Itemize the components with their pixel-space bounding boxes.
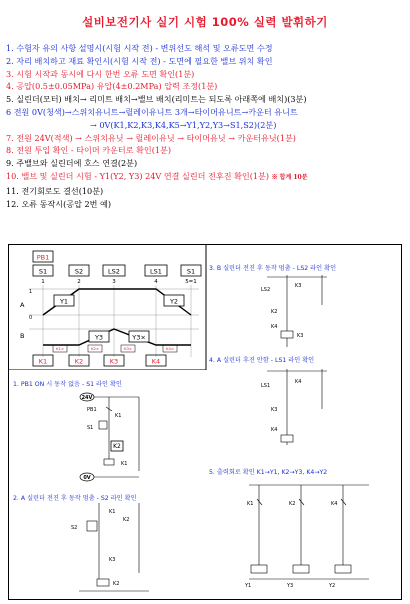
switch-s2: S2 xyxy=(74,267,84,276)
ls1-label: LS1 xyxy=(261,383,271,389)
circuit-3 xyxy=(257,275,337,349)
k1-label-c5: K1 xyxy=(247,501,254,507)
y1-label-c5: Y1 xyxy=(245,583,252,589)
step-10 xyxy=(6,170,406,185)
step-1: 1. 수험자 유의 사항 설명시(시험 시작 전) - 변위선도 해석 및 오류도면 수정 xyxy=(6,43,273,53)
caption-3: 3. B 실린더 전진 후 동작 멈춤 - LS2 라인 확인 xyxy=(209,265,337,272)
caption-2: 2. A 실린더 전진 후 동작 멈춤 - S2 라인 확인 xyxy=(13,495,137,502)
k4-label-c3: K4 xyxy=(271,324,278,330)
switch-s1: S1 xyxy=(38,267,48,276)
v0-label: 0V xyxy=(83,475,91,481)
svg-text:K4: K4 xyxy=(151,357,161,366)
circuit-2 xyxy=(69,503,159,595)
svg-text:Y1: Y1 xyxy=(59,297,69,306)
relay-row xyxy=(33,355,166,366)
caption-4: 4. A 실린더 후진 안함 - LS1 라인 확인 xyxy=(209,357,315,364)
solenoid-y1 xyxy=(54,295,74,306)
step-8: 8. 전원 투입 확인 - 타이머 카운터로 확인(1분) xyxy=(6,145,172,156)
svg-text:K3×: K3× xyxy=(123,346,133,351)
svg-text:K4×: K4× xyxy=(165,346,175,351)
circuit-4 xyxy=(257,369,337,449)
relay-small-row xyxy=(53,345,177,352)
step-list xyxy=(6,42,406,210)
step-num-4: 4 xyxy=(154,279,158,285)
switch-row xyxy=(33,265,201,276)
k3-label-c2: K3 xyxy=(109,557,116,563)
step-2: 2. 자리 배치하고 재료 확인시(시험 시작 전) - 도면에 필요한 밸브 위치 확인 xyxy=(6,55,273,66)
s2-contact-label: S2 xyxy=(71,525,78,531)
svg-text:K2: K2 xyxy=(74,357,84,366)
step-5: 5. 실린더(모터) 배치→ 리미트 배치→밸브 배치(리미트는 되도록 아래쪽에 배치)(3분) xyxy=(6,94,307,105)
svg-text:Y3×: Y3× xyxy=(132,333,146,342)
step-num-2: 2 xyxy=(77,279,81,285)
k4-label-c4: K4 xyxy=(295,379,302,385)
solenoid-y2 xyxy=(164,295,184,306)
k4-label-c5: K4 xyxy=(331,501,338,507)
step-4: 4. 공압(0.5±0.05MPa) 유압(4±0.2MPa) 압력 조정(1분) xyxy=(6,81,218,92)
step-6-cont: → 0V(K1,K2,K3,K4,K5→Y1,Y2,Y3→S1,S2)(2분) xyxy=(90,119,277,130)
ls2-label: LS2 xyxy=(261,287,271,293)
circuit-1 xyxy=(79,391,169,485)
displacement-diagram xyxy=(9,245,209,370)
caption-1: 1. PB1 ON 시 동작 없음 - S1 라인 확인 xyxy=(13,381,122,388)
svg-text:Y3: Y3 xyxy=(94,333,104,342)
y2-label-c5: Y2 xyxy=(329,583,336,589)
svg-text:Y2: Y2 xyxy=(169,297,179,306)
k3-label-c3: K3 xyxy=(295,283,302,289)
svg-text:K3: K3 xyxy=(109,357,119,366)
k1-coil-label: K1 xyxy=(121,461,128,467)
svg-text:K1×: K1× xyxy=(55,346,65,351)
step-10-text: 10. 밸브 및 실린더 시험 - Y1(Y2, Y3) 24V 연결 실린더 전후진 확인(1분) xyxy=(6,170,270,181)
k1-contact-label: K1 xyxy=(115,413,122,419)
step-num-3: 3 xyxy=(112,279,116,285)
k2-coil-label: K2 xyxy=(113,443,121,450)
axis-b-label: B xyxy=(20,332,25,340)
k2-label-c5: K2 xyxy=(289,501,296,507)
k2-coil-c2: K2 xyxy=(113,581,120,587)
circuit-5 xyxy=(239,481,389,591)
step-numbers xyxy=(41,279,197,285)
pb1-label: PB1 xyxy=(36,253,50,262)
axis-zero-label: 0 xyxy=(29,315,33,321)
switch-ls1: LS1 xyxy=(150,267,162,276)
solenoid-y3 xyxy=(89,331,109,342)
step-11: 11. 전기회로도 결선(10분) xyxy=(6,185,104,196)
switch-s1-end: S1 xyxy=(186,267,196,276)
axis-a-label: A xyxy=(20,301,25,309)
total-badge: ※ 합계 10분 xyxy=(271,173,308,181)
step-3: 3. 시험 시작과 동시에 다시 한번 오류 도면 확인(1분) xyxy=(6,68,195,79)
step-num-5: 5=1 xyxy=(185,279,197,285)
diagram-frame xyxy=(8,244,402,600)
switch-ls2: LS2 xyxy=(108,267,120,276)
pb1-contact-label: PB1 xyxy=(87,407,97,413)
svg-text:K2×: K2× xyxy=(90,346,100,351)
step-9: 9. 주밸브와 실린더에 호스 연결(2분) xyxy=(6,158,138,169)
step-12: 12. 오류 동작시(공압 2번 예) xyxy=(6,198,111,209)
y3-label-c5: Y3 xyxy=(287,583,294,589)
axis-one-label: 1 xyxy=(29,289,33,295)
page-title: 설비보전기사 실기 시험 100% 실력 발휘하기 xyxy=(82,15,328,29)
step-7: 7. 전원 24V(적색) → 스위치유닛 → 릴레이유닛 → 타이머유닛 → 카운터유닛(1분) xyxy=(6,132,296,143)
svg-text:K1: K1 xyxy=(38,357,48,366)
k2-label-c3: K2 xyxy=(271,309,278,315)
k1-label-c2: K1 xyxy=(109,509,116,515)
k3-coil-c3: K3 xyxy=(297,333,304,339)
k3-label-c4: K3 xyxy=(271,407,278,413)
v24-label: 24V xyxy=(81,395,93,401)
k2-label-c2: K2 xyxy=(123,517,130,523)
step-num-1: 1 xyxy=(41,279,45,285)
cylinder-b-trace xyxy=(43,329,191,345)
caption-5: 5. 출력회로 확인 K1→Y1, K2→Y3, K4→Y2 xyxy=(209,469,328,476)
solenoid-y3-off xyxy=(129,331,149,342)
step-6: 6 전원 0V(청색)→스위치유니트→릴레이유니트 3개→타이머유니트→카운터 유니트 xyxy=(6,106,298,117)
k4-coil-label-c4: K4 xyxy=(271,427,278,433)
s1-contact-label: S1 xyxy=(87,425,94,431)
